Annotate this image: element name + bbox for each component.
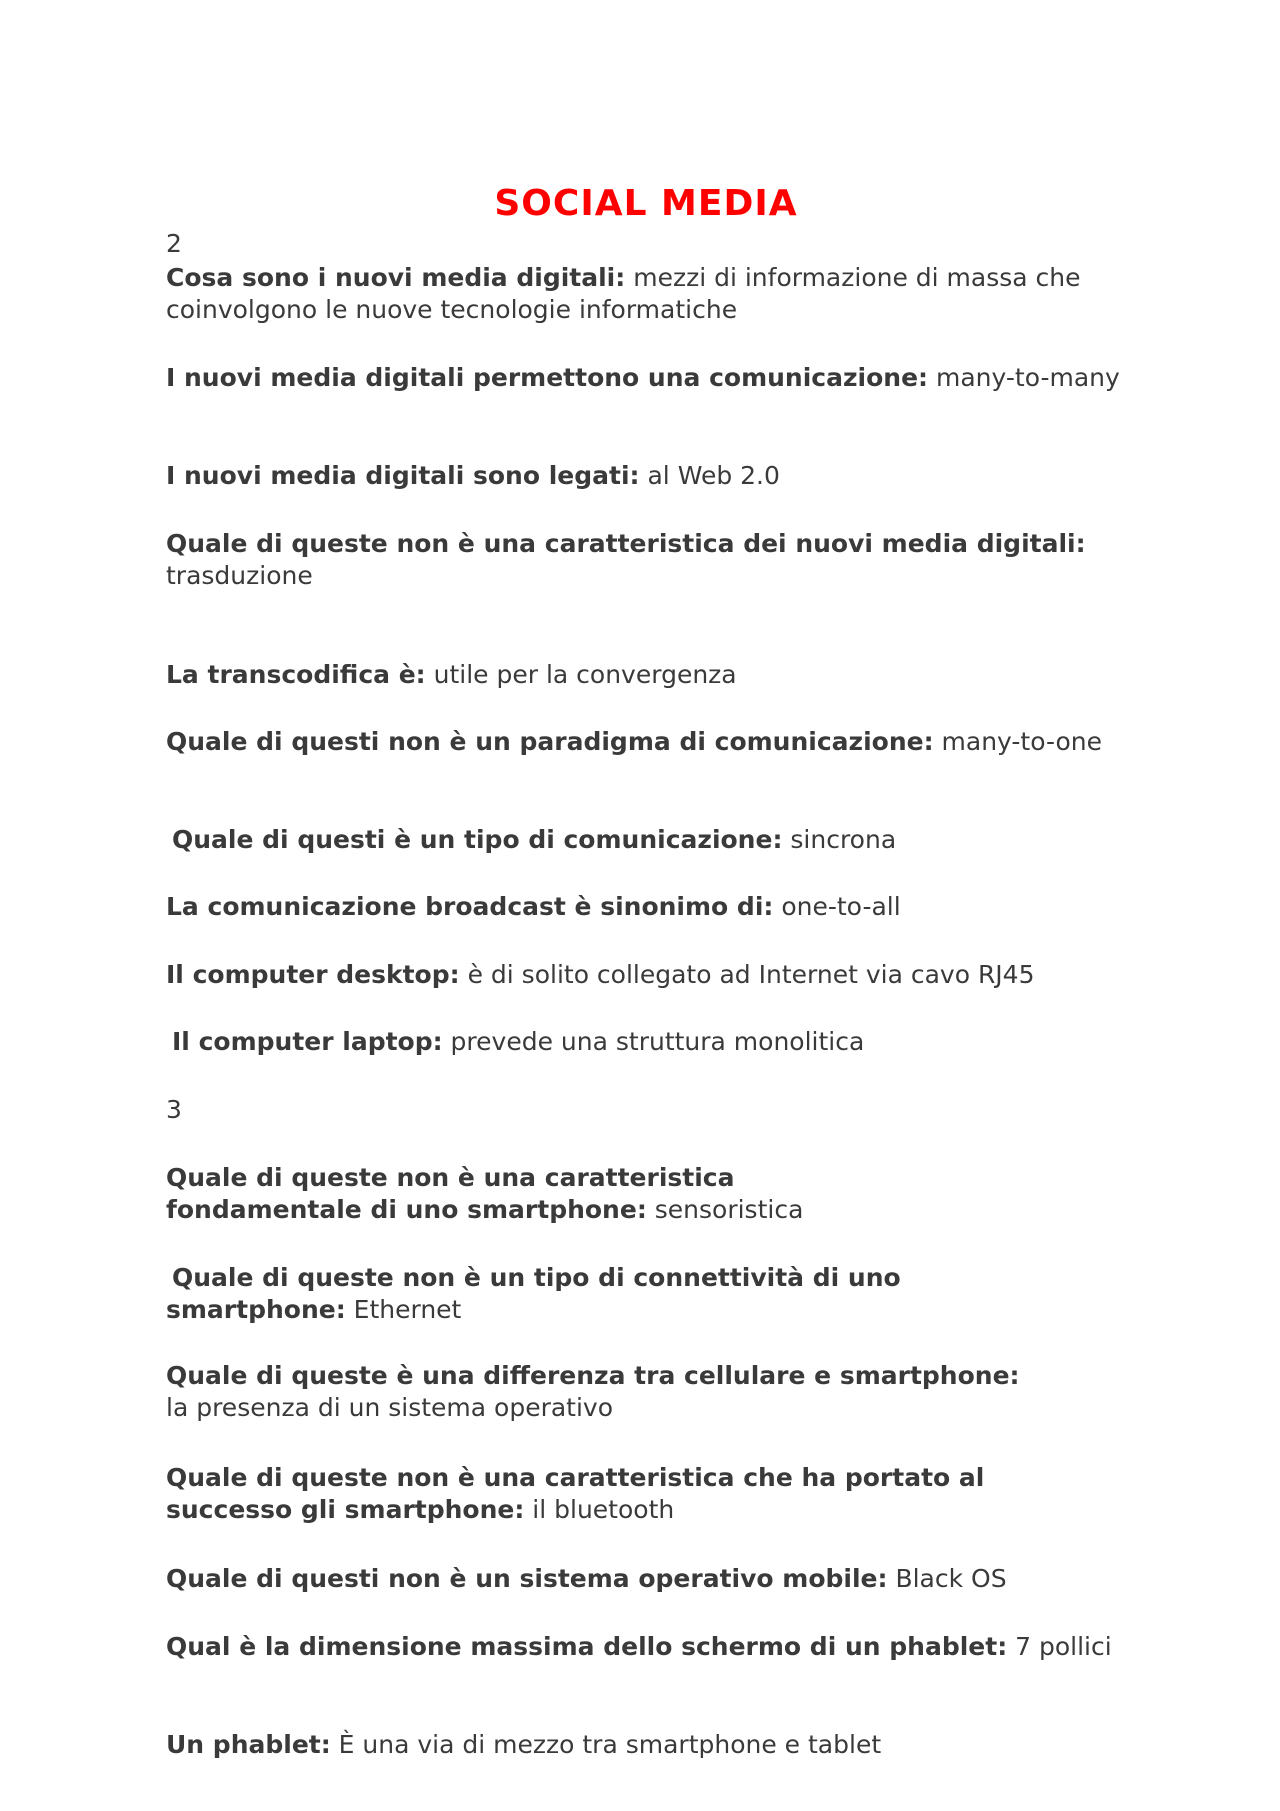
qa-item xyxy=(172,1026,1147,1058)
qa-item xyxy=(166,1729,1141,1761)
question: Quale di queste non è un tipo di connettività di uno smartphone: xyxy=(166,1263,901,1324)
qa-item xyxy=(166,460,1141,492)
question: La comunicazione broadcast è sinonimo di: xyxy=(166,892,774,921)
question: Quale di queste non è una caratteristica fondamentale di uno smartphone: xyxy=(166,1163,735,1224)
answer: il bluetooth xyxy=(524,1495,675,1524)
question: Quale di questi non è un paradigma di comunicazione: xyxy=(166,727,934,756)
question: I nuovi media digitali sono legati: xyxy=(166,461,640,490)
answer: al Web 2.0 xyxy=(639,461,780,490)
qa-item xyxy=(166,659,1141,691)
page-number-2: 2 xyxy=(166,229,182,258)
question: La transcodifica è: xyxy=(166,660,426,689)
qa-item xyxy=(166,262,1126,326)
answer: utile per la convergenza xyxy=(425,660,737,689)
answer: Ethernet xyxy=(345,1295,462,1324)
qa-item xyxy=(166,362,1146,394)
question: Qual è la dimensione massima dello schermo di un phablet: xyxy=(166,1632,1008,1661)
qa-item xyxy=(166,891,1141,923)
question: Quale di questi non è un sistema operativo mobile: xyxy=(166,1564,888,1593)
question: Quale di queste non è una caratteristica che ha portato al successo gli smartphone: xyxy=(166,1463,985,1524)
qa-item xyxy=(166,959,1141,991)
answer: sincrona xyxy=(782,825,897,854)
answer: è di solito collegato ad Internet via cavo RJ45 xyxy=(459,960,1035,989)
answer: la presenza di un sistema operativo xyxy=(166,1393,614,1422)
answer: one-to-all xyxy=(773,892,901,921)
question: Il computer desktop: xyxy=(166,960,460,989)
answer: Black OS xyxy=(887,1564,1007,1593)
question: Il computer laptop: xyxy=(172,1027,443,1056)
qa-item xyxy=(166,1360,1126,1424)
page-title: SOCIAL MEDIA xyxy=(494,183,798,224)
question: Un phablet: xyxy=(166,1730,331,1759)
qa-item xyxy=(166,1631,1126,1663)
answer: many-to-one xyxy=(933,727,1102,756)
qa-item xyxy=(172,824,1147,856)
answer: È una via di mezzo tra smartphone e tablet xyxy=(330,1730,882,1759)
answer: sensoristica xyxy=(646,1195,804,1224)
question: Quale di queste non è una caratteristica dei nuovi media digitali: xyxy=(166,529,1086,558)
qa-item xyxy=(166,528,1096,592)
qa-item xyxy=(166,726,1126,758)
answer: trasduzione xyxy=(166,561,313,590)
qa-item xyxy=(166,1262,1006,1326)
answer: 7 pollici xyxy=(1007,1632,1112,1661)
question: Quale di queste è una differenza tra cellulare e smartphone: xyxy=(166,1361,1020,1390)
answer: many-to-many xyxy=(928,363,1120,392)
qa-item xyxy=(166,1563,1141,1595)
question: I nuovi media digitali permettono una comunicazione: xyxy=(166,363,929,392)
qa-item xyxy=(166,1462,1076,1526)
answer: mezzi di informazione di massa che coinvolgono le nuove tecnologie informatiche xyxy=(166,263,1081,324)
answer: prevede una struttura monolitica xyxy=(442,1027,865,1056)
page-number-3: 3 xyxy=(166,1095,182,1124)
question: Quale di questi è un tipo di comunicazione: xyxy=(172,825,783,854)
question: Cosa sono i nuovi media digitali: xyxy=(166,263,626,292)
qa-item xyxy=(166,1162,906,1226)
